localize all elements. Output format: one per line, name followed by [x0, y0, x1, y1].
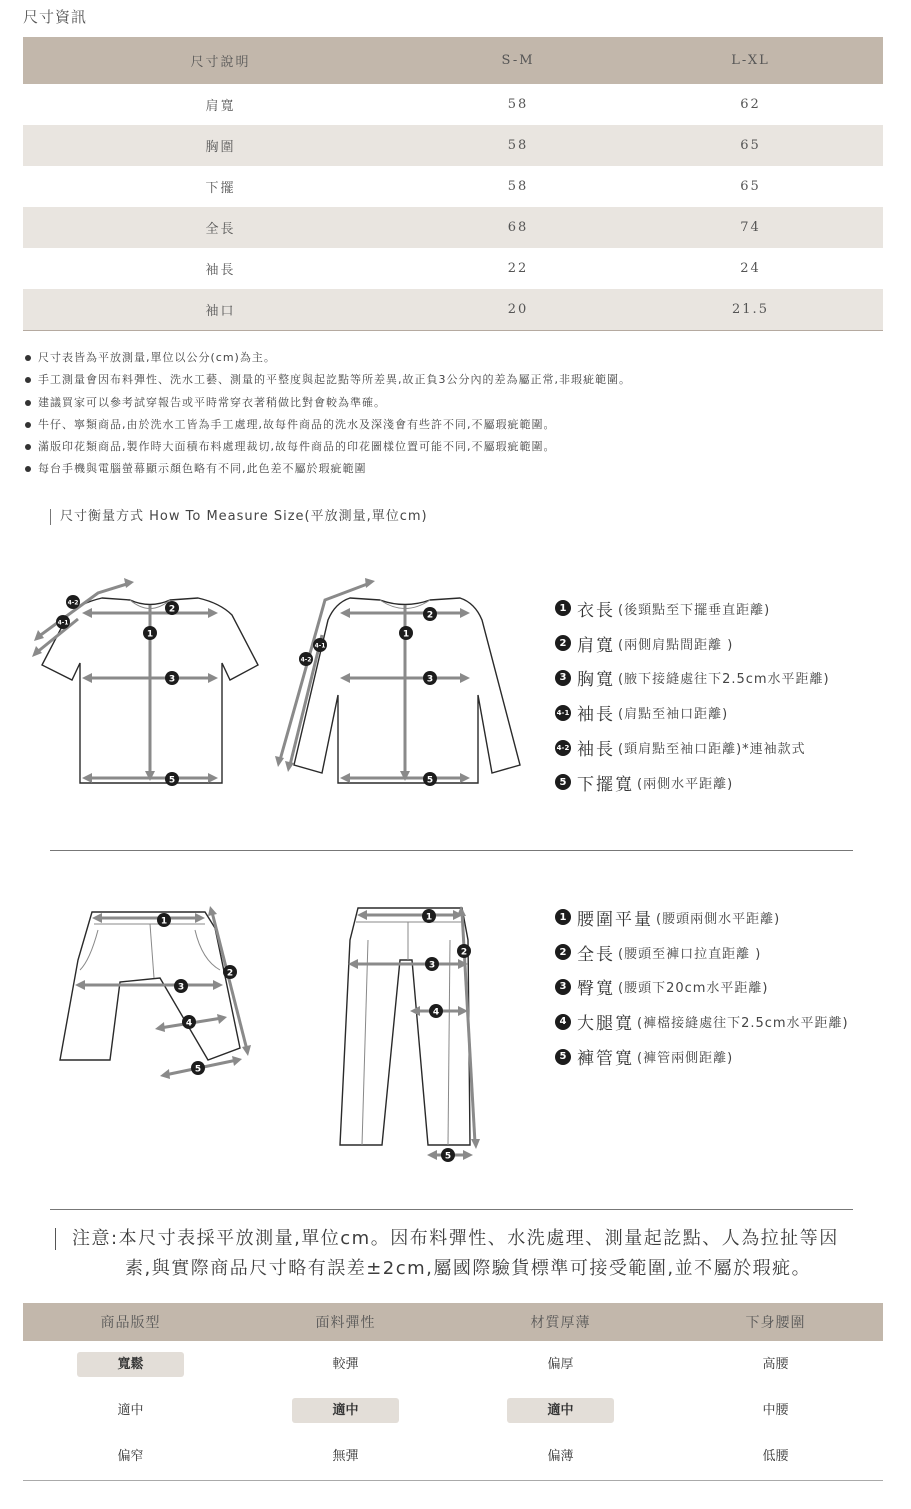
note-item: 牛仔、寧類商品,由於洗水工皆為手工處理,故每件商品的洗水及深淺會有些許不同,不屬瑕疵範圍。: [23, 414, 631, 436]
size-table-header: [23, 37, 883, 84]
legend-name: 袖長: [577, 740, 615, 761]
table-row: [23, 248, 883, 289]
row-value: 22: [507, 261, 529, 276]
legend-name: 衣長: [577, 600, 615, 621]
row-value: 58: [418, 125, 618, 166]
svg-text:4: 4: [185, 1018, 193, 1029]
header-size-sm: S-M: [418, 37, 618, 84]
table-row: [23, 1387, 883, 1433]
legend-item: [555, 970, 849, 1005]
tshirt-diagram: [30, 575, 270, 790]
notice-text: [55, 1224, 865, 1284]
attribute-cell: [453, 1341, 668, 1387]
svg-text:1: 1: [425, 912, 433, 923]
pants-diagram: [320, 900, 500, 1165]
row-label: 肩寬: [205, 99, 236, 114]
bottom-legend: [555, 900, 849, 1074]
attr-header-waist: 下身腰圍: [668, 1303, 883, 1341]
attribute-option: 中腰: [762, 1402, 789, 1418]
svg-text:3: 3: [168, 674, 176, 685]
table-row: [23, 289, 883, 330]
attribute-cell: [238, 1387, 453, 1433]
attribute-option-selected: 寬鬆: [77, 1352, 184, 1377]
number-badge: 1: [555, 909, 571, 925]
attribute-cell: [23, 1341, 238, 1387]
number-badge: 2: [555, 635, 571, 651]
size-table: [23, 37, 883, 331]
note-item: 尺寸表皆為平放測量,單位以公分(cm)為主。: [23, 347, 631, 369]
legend-desc: (腋下接縫處往下2.5cm水平距離): [618, 672, 830, 688]
svg-text:1: 1: [160, 916, 168, 927]
number-badge: 1: [555, 600, 571, 616]
legend-name: 胸寬: [577, 670, 615, 691]
table-row: [23, 166, 883, 207]
svg-text:1: 1: [146, 629, 154, 640]
legend-item: [555, 900, 849, 935]
notice-line-1: 注意:本尺寸表採平放測量,單位cm。因布料彈性、水洗處理、測量起訖點、人為拉扯等因: [72, 1228, 839, 1249]
legend-name: 肩寬: [577, 635, 615, 656]
legend-desc: (褲檔接縫處往下2.5cm水平距離): [637, 1016, 849, 1032]
row-value: 62: [740, 97, 761, 112]
attribute-cell: [23, 1387, 238, 1433]
legend-desc: (兩側肩點間距離 ): [618, 637, 734, 653]
row-label: 袖口: [23, 289, 418, 330]
attribute-option: 低腰: [762, 1448, 789, 1464]
number-badge: 2: [555, 944, 571, 960]
attribute-table: [23, 1303, 883, 1481]
attribute-cell: [453, 1387, 668, 1433]
note-item: 手工測量會因布料彈性、洗水工藝、測量的平整度與起訖點等所差異,故正負3公分內的差為屬正常,非瑕疵範圍。: [23, 369, 631, 391]
svg-text:4-2: 4-2: [300, 656, 312, 664]
attribute-cell: [453, 1433, 668, 1480]
row-value: 65: [618, 125, 883, 166]
svg-text:2: 2: [426, 610, 434, 621]
attribute-option: 高腰: [762, 1356, 789, 1372]
legend-item: [555, 626, 830, 661]
row-label: 下擺: [205, 181, 236, 196]
svg-text:4: 4: [432, 1007, 440, 1018]
legend-name: 袖長: [577, 705, 615, 726]
row-value: 74: [618, 207, 883, 248]
number-badge: 4-2: [555, 740, 571, 756]
svg-text:5: 5: [168, 775, 176, 786]
row-label: 胸圍: [23, 125, 418, 166]
svg-text:3: 3: [426, 674, 434, 685]
svg-text:4-2: 4-2: [67, 599, 79, 607]
legend-name: 大腿寬: [577, 1014, 634, 1035]
svg-text:5: 5: [426, 775, 434, 786]
note-item: 每台手機與電腦螢幕顯示顏色略有不同,此色差不屬於瑕疵範圍: [23, 458, 631, 480]
table-row: [23, 84, 883, 125]
row-value: 20: [418, 289, 618, 330]
attribute-option: 偏薄: [547, 1448, 574, 1464]
legend-desc: (腰頭兩側水平距離): [656, 911, 781, 927]
row-value: 24: [740, 261, 761, 276]
attr-header-stretch: 面料彈性: [238, 1303, 453, 1341]
svg-text:2: 2: [168, 604, 176, 615]
legend-name: 全長: [577, 944, 615, 965]
attribute-option: 無彈: [332, 1448, 359, 1464]
row-label: 全長: [23, 207, 418, 248]
table-row: [23, 1341, 883, 1387]
legend-item: [555, 730, 830, 765]
svg-text:3: 3: [177, 982, 185, 993]
svg-text:3: 3: [428, 960, 436, 971]
table-row: [23, 125, 883, 166]
divider: [50, 850, 853, 851]
legend-desc: (腰頭至褲口拉直距離 ): [618, 946, 762, 962]
row-value: 68: [418, 207, 618, 248]
row-value: 65: [740, 179, 761, 194]
divider: [50, 1209, 853, 1210]
attribute-option-selected: 適中: [507, 1398, 614, 1423]
number-badge: 5: [555, 1049, 571, 1065]
row-value: 21.5: [618, 289, 883, 330]
header-size-lxl: L-XL: [618, 37, 883, 84]
attribute-option: 偏厚: [547, 1356, 574, 1372]
number-badge: 3: [555, 979, 571, 995]
legend-name: 下擺寬: [577, 774, 634, 795]
measure-title: 尺寸衡量方式 How To Measure Size(平放測量,單位cm): [50, 509, 428, 525]
attribute-cell: [668, 1341, 883, 1387]
legend-desc: (後頸點至下擺垂直距離): [618, 602, 771, 618]
shorts-diagram: [50, 900, 260, 1085]
notes-list: [23, 347, 631, 481]
legend-desc: (頸肩點至袖口距離)*連袖款式: [618, 742, 806, 758]
attribute-cell: [23, 1433, 238, 1480]
notice-bar: [55, 1228, 56, 1250]
legend-item: [555, 1039, 849, 1074]
note-item: 建議買家可以參考試穿報告或平時常穿衣著稍做比對會較為準確。: [23, 392, 631, 414]
table-row: [23, 1433, 883, 1480]
attribute-option-selected: 適中: [292, 1398, 399, 1423]
number-badge: 4-1: [555, 705, 571, 721]
top-legend: [555, 591, 830, 800]
svg-text:5: 5: [194, 1064, 202, 1075]
legend-desc: (兩側水平距離): [637, 776, 734, 792]
legend-item: [555, 765, 830, 800]
svg-text:4-1: 4-1: [57, 619, 69, 627]
legend-name: 腰圍平量: [577, 909, 653, 930]
svg-text:1: 1: [402, 629, 410, 640]
row-value: 58: [507, 97, 529, 112]
attribute-cell: [668, 1387, 883, 1433]
attribute-header: [23, 1303, 883, 1341]
attribute-cell: [238, 1341, 453, 1387]
row-label: 袖長: [205, 263, 236, 278]
legend-item: [555, 935, 849, 970]
legend-item: [555, 1004, 849, 1039]
attr-header-thickness: 材質厚薄: [453, 1303, 668, 1341]
legend-desc: (肩點至袖口距離): [618, 707, 729, 723]
note-item: 滿版印花類商品,製作時大面積布料處理裁切,故每件商品的印花圖樣位置可能不同,不屬瑕疵範圍。: [23, 436, 631, 458]
legend-name: 褲管寬: [577, 1049, 634, 1070]
table-row: [23, 207, 883, 248]
svg-text:2: 2: [226, 968, 234, 979]
number-badge: 5: [555, 774, 571, 790]
legend-item: [555, 661, 830, 696]
attribute-cell: [668, 1433, 883, 1480]
svg-text:2: 2: [460, 947, 468, 958]
legend-name: 臀寬: [577, 979, 615, 1000]
svg-text:5: 5: [444, 1151, 452, 1162]
attribute-option: 較彈: [332, 1356, 359, 1372]
notice-line-2: 素,與實際商品尺寸略有誤差±2cm,屬國際驗貨標準可接受範圍,並不屬於瑕疵。: [125, 1258, 812, 1279]
legend-desc: (腰頭下20cm水平距離): [618, 981, 769, 997]
legend-desc: (褲管兩側距離): [637, 1051, 734, 1067]
longsleeve-diagram: [270, 575, 530, 790]
attr-header-fit: 商品版型: [23, 1303, 238, 1341]
legend-item: [555, 695, 830, 730]
attribute-option: 適中: [117, 1402, 144, 1418]
row-value: 58: [507, 179, 529, 194]
header-label: 尺寸說明: [23, 37, 418, 84]
legend-item: [555, 591, 830, 626]
attribute-option: 偏窄: [117, 1448, 144, 1464]
svg-text:4-1: 4-1: [314, 642, 326, 650]
attribute-cell: [238, 1433, 453, 1480]
number-badge: 3: [555, 670, 571, 686]
number-badge: 4: [555, 1014, 571, 1030]
section-title: 尺寸資訊: [23, 8, 88, 26]
